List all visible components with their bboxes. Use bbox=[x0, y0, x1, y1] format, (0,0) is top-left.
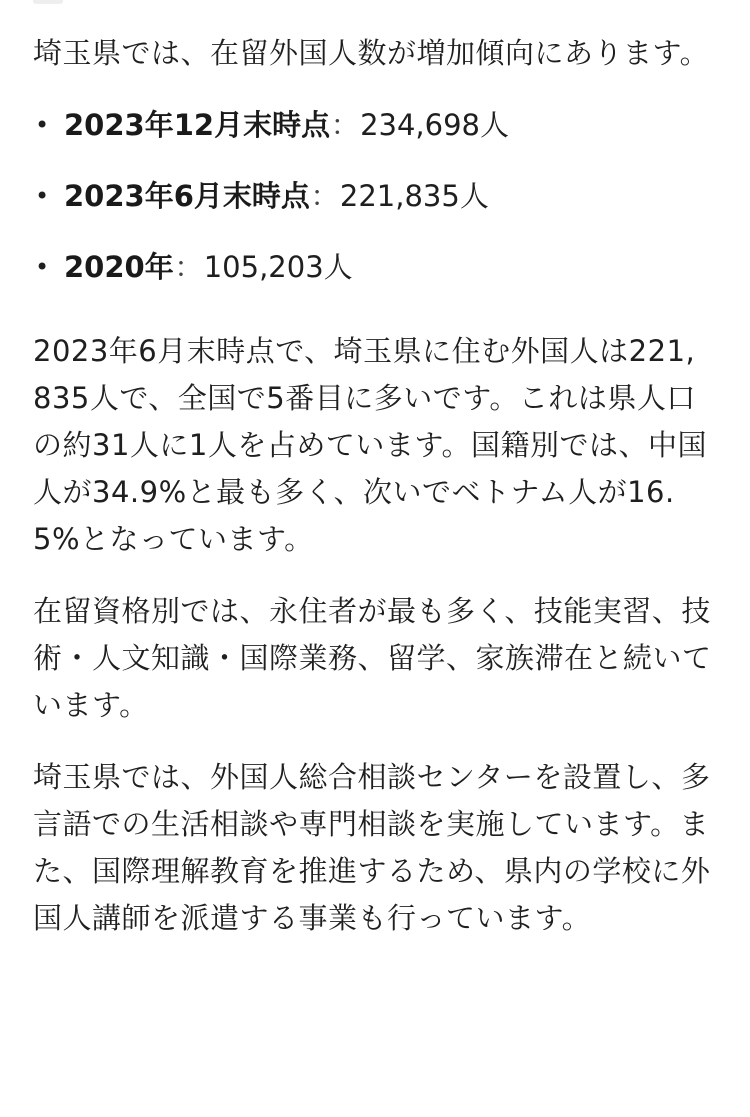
stat-value: 234,698人 bbox=[360, 108, 510, 142]
stat-value: 105,203人 bbox=[203, 250, 353, 284]
list-item bbox=[33, 244, 713, 291]
stat-label: 2023年6月末時点 bbox=[64, 179, 310, 213]
article-body bbox=[33, 30, 713, 942]
stat-separator: ： bbox=[310, 179, 340, 213]
list-item bbox=[33, 173, 713, 220]
stat-label: 2023年12月末時点 bbox=[64, 108, 331, 142]
intro-paragraph: 埼玉県では、在留外国人数が増加傾向にあります。 bbox=[33, 36, 710, 70]
bullet-icon: • bbox=[35, 111, 50, 139]
support-paragraph: 埼玉県では、外国人総合相談センターを設置し、多言語での生活相談や専門相談を実施しています。また、国際理解教育を推進するため、県内の学校に外国人講師を派遣する事業も行っています。 bbox=[33, 760, 711, 935]
status-paragraph: 在留資格別では、永住者が最も多く、技能実習、技術・人文知識・国際業務、留学、家族滞在と続いています。 bbox=[33, 594, 712, 722]
bullet-icon: • bbox=[35, 182, 50, 210]
stat-separator: ： bbox=[174, 250, 204, 284]
detail-paragraph: 2023年6月末時点で、埼玉県に住む外国人は221,835人で、全国で5番目に多いです。これは県人口の約31人に1人を占めています。国籍別では、中国人が34.9%と最も多く、次いでベトナム人が16.5%となっています。 bbox=[33, 334, 708, 556]
top-tab-indicator bbox=[33, 0, 63, 4]
stats-list bbox=[33, 102, 713, 291]
stat-value: 221,835人 bbox=[339, 179, 489, 213]
stat-separator: ： bbox=[330, 108, 360, 142]
list-item bbox=[33, 102, 713, 149]
bullet-icon: • bbox=[35, 253, 50, 281]
stat-label: 2020年 bbox=[64, 250, 174, 284]
